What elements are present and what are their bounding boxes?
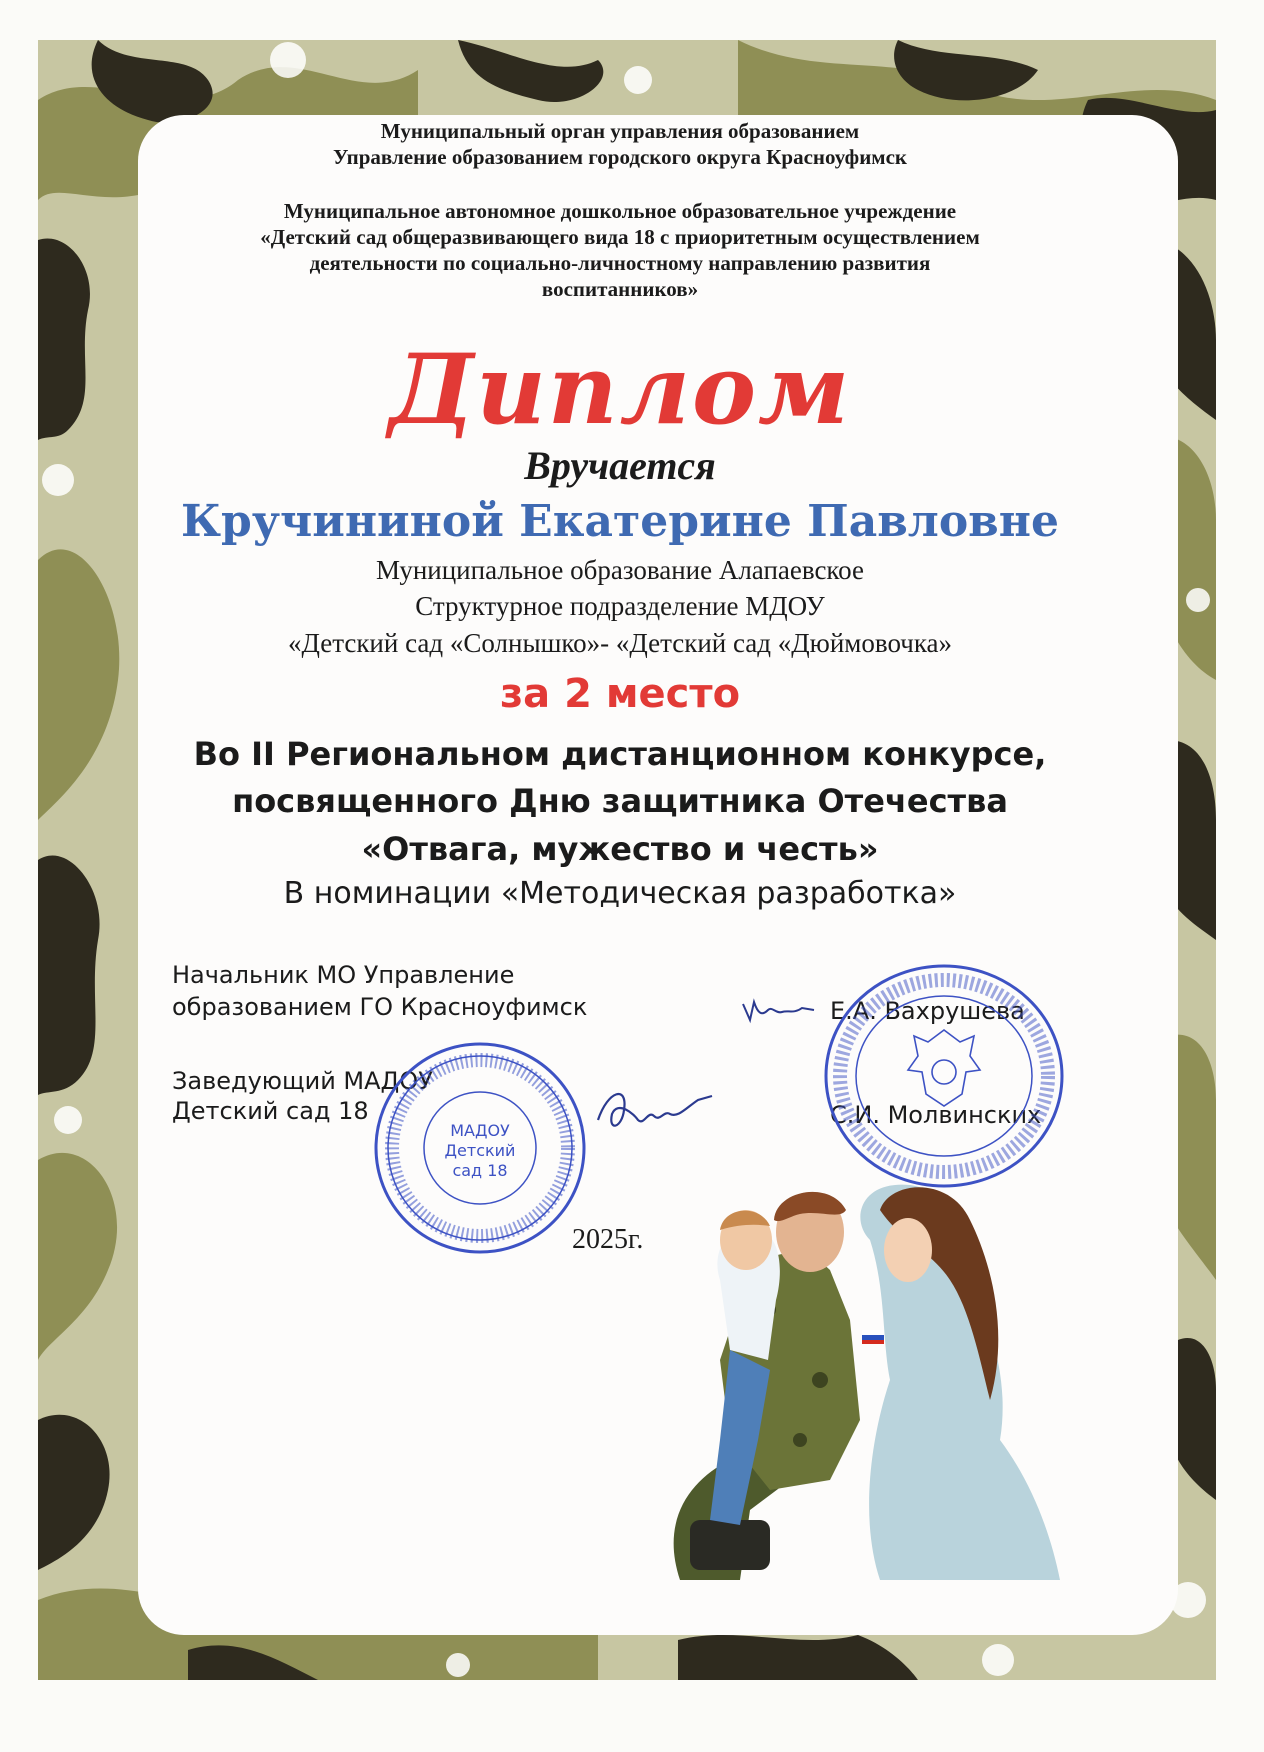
signatory-2-name: С.И. Молвинских (830, 1101, 1042, 1129)
header-line-4: «Детский сад общеразвивающего вида 18 с приоритетным осуществлением (260, 225, 980, 249)
stamp-left-line-1: МАДОУ (450, 1121, 510, 1140)
header-line-3: Муниципальное автономное дошкольное образовательное учреждение (283, 199, 957, 223)
organization-line-3: «Детский сад «Солнышко»- «Детский сад «Дюймовочка» (287, 628, 953, 658)
signatory-1-title-line-1: Начальник МО Управление (172, 961, 515, 989)
diploma-title: Диплом (388, 333, 852, 446)
coat-of-arms-emblem (908, 1030, 980, 1106)
competition-line-2: посвященного Дню защитника Отечества (232, 782, 1008, 820)
signatory-1-name: Е.А. Вахрушева (830, 997, 1025, 1025)
signatory-1-title-line-2: образованием ГО Красноуфимск (172, 993, 588, 1021)
header-line-1: Муниципальный орган управления образованием (380, 119, 860, 143)
organization-line-1: Муниципальное образование Алапаевское (376, 555, 864, 585)
organization-line-2: Структурное подразделение МДОУ (415, 591, 825, 621)
nomination: В номинации «Методическая разработка» (283, 876, 957, 911)
place-award: за 2 место (499, 671, 741, 717)
round-stamp-left (368, 1036, 592, 1260)
signature-1 (738, 994, 818, 1028)
signatory-2-title-line-1: Заведующий МАДОУ (172, 1067, 433, 1095)
stamp-left-line-3: сад 18 (452, 1161, 508, 1180)
soldier-family-illustration (650, 1180, 1080, 1580)
header-line-5: деятельности по социально-личностному направлению развития (309, 251, 931, 275)
signatory-2-title-line-2: Детский сад 18 (172, 1097, 369, 1125)
competition-line-3: «Отвага, мужество и честь» (361, 830, 879, 868)
signature-2 (588, 1080, 718, 1140)
header-line-2: Управление образованием городского округа Красноуфимск (332, 145, 908, 169)
recipient-name: Кручининой Екатерине Павловне (181, 496, 1059, 547)
year: 2025г. (572, 1224, 644, 1255)
competition-line-1: Во II Региональном дистанционном конкурсе, (193, 735, 1047, 773)
stamp-left-line-2: Детский (444, 1141, 516, 1160)
round-stamp-right (818, 960, 1070, 1192)
header-line-6: воспитанников» (541, 277, 699, 301)
handed-label: Вручается (524, 443, 716, 488)
